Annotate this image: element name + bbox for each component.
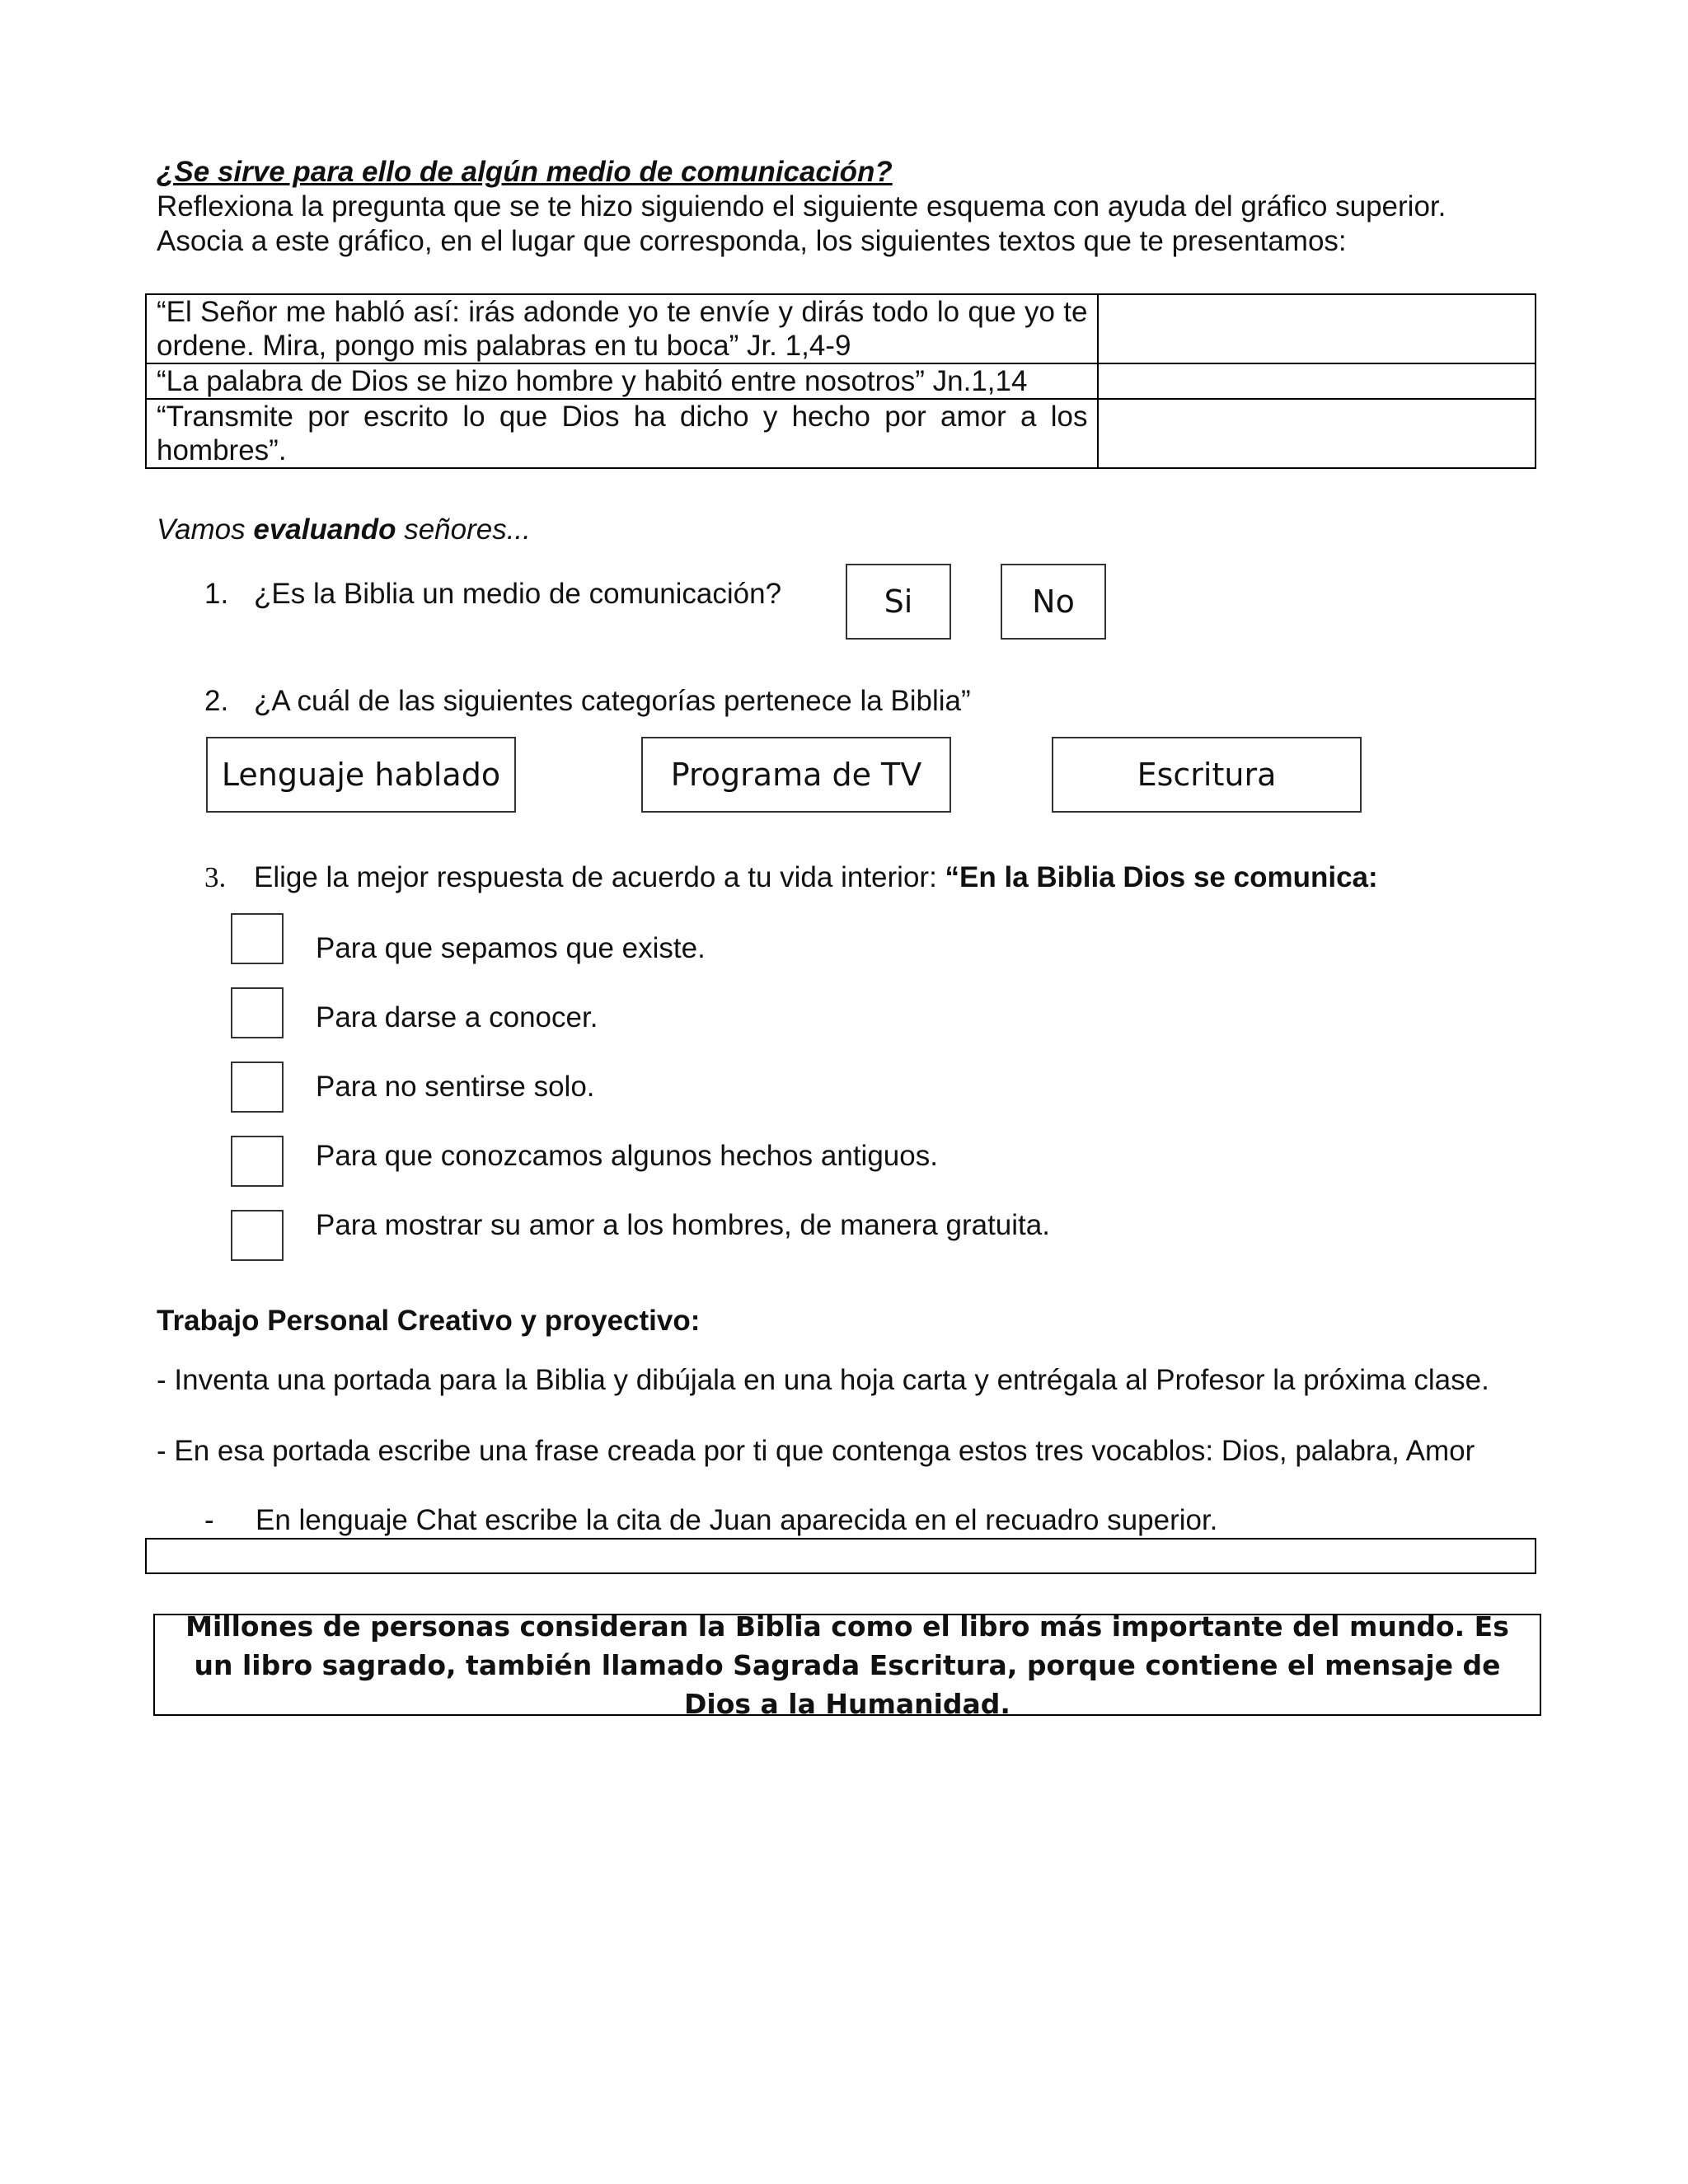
- checkbox[interactable]: [231, 1136, 284, 1187]
- answer-cell[interactable]: [1098, 399, 1536, 468]
- question-text: Elige la mejor respuesta de acuerdo a tu vida interior:: [254, 861, 945, 893]
- trabajo-item: - En esa portada escribe una frase creada por ti que contenga estos tres vocablos: Dios, palabra, Amor: [157, 1435, 1475, 1467]
- footer-note: [153, 1610, 1541, 1720]
- trabajo-item: - Inventa una portada para la Biblia y dibújala en una hoja carta y entrégala al Profesor la próxima clase.: [157, 1364, 1489, 1396]
- answer-cell[interactable]: [1098, 363, 1536, 399]
- intro-text: [157, 190, 1446, 259]
- matching-table: [145, 293, 1536, 469]
- question-number: 2.: [204, 685, 229, 717]
- bullet-text: En lenguaje Chat escribe la cita de Juan aparecida en el recuadro superior.: [256, 1504, 1218, 1536]
- answer-option-lenguaje-hablado[interactable]: Lenguaje hablado: [206, 737, 516, 813]
- checkbox-label: Para no sentirse solo.: [316, 1071, 595, 1103]
- checkbox-label: Para mostrar su amor a los hombres, de manera gratuita.: [316, 1209, 1050, 1241]
- table-row: [146, 363, 1536, 399]
- footer-text: Millones de personas consideran la Biblia como el libro más importante del mundo. Es un libro sagrado, también llamado Sagrada Escritura, porque contiene el mensaje de Dios a la Humanidad.: [185, 1610, 1509, 1720]
- table-row: [146, 399, 1536, 468]
- question-3: [204, 859, 1378, 897]
- checkbox-label: Para que conozcamos algunos hechos antiguos.: [316, 1140, 938, 1172]
- checkbox[interactable]: [231, 913, 284, 964]
- question-number: 3.: [204, 861, 227, 893]
- eval-pre: Vamos: [157, 513, 254, 546]
- quote-cell: “La palabra de Dios se hizo hombre y habitó entre nosotros” Jn.1,14: [146, 363, 1098, 399]
- table-row: [146, 294, 1536, 363]
- quote-cell: “Transmite por escrito lo que Dios ha dicho y hecho por amor a los hombres”.: [146, 399, 1098, 468]
- question-bold-text: “En la Biblia Dios se comunica:: [945, 861, 1378, 893]
- answer-option-programa-tv[interactable]: Programa de TV: [641, 737, 951, 813]
- eval-bold: evaluando: [253, 513, 396, 546]
- checkbox-label: Para que sepamos que existe.: [316, 932, 706, 964]
- checkbox[interactable]: [231, 1062, 284, 1113]
- question-text: ¿A cuál de las siguientes categorías pertenece la Biblia”: [254, 685, 971, 717]
- intro-line: Reflexiona la pregunta que se te hizo siguiendo el siguiente esquema con ayuda del gráfico superior.: [157, 190, 1447, 223]
- bullet-dash: -: [204, 1504, 214, 1536]
- intro-line: Asocia a este gráfico, en el lugar que corresponda, los siguientes textos que te presentamos:: [157, 225, 1347, 257]
- question-number: 1.: [204, 578, 229, 610]
- answer-box[interactable]: [145, 1538, 1536, 1574]
- quote-cell: “El Señor me habló así: irás adonde yo te envíe y dirás todo lo que yo te ordene. Mira, pongo mis palabras en tu boca” Jr. 1,4-9: [146, 294, 1098, 363]
- answer-option-si[interactable]: Si: [846, 564, 951, 640]
- checkbox[interactable]: [231, 1210, 284, 1261]
- question-text: ¿Es la Biblia un medio de comunicación?: [254, 578, 782, 610]
- trabajo-title: Trabajo Personal Creativo y proyectivo:: [157, 1305, 701, 1337]
- question-1: [204, 575, 781, 613]
- trabajo-bullet: [204, 1503, 1217, 1538]
- answer-cell[interactable]: [1098, 294, 1536, 363]
- answer-option-no[interactable]: No: [1001, 564, 1106, 640]
- evaluation-intro: [157, 511, 531, 549]
- eval-post: señores...: [396, 513, 531, 546]
- answer-option-escritura[interactable]: Escritura: [1052, 737, 1362, 813]
- question-2: [204, 682, 971, 720]
- checkbox-label: Para darse a conocer.: [316, 1001, 598, 1033]
- checkbox[interactable]: [231, 987, 284, 1038]
- section-heading: ¿Se sirve para ello de algún medio de comunicación?: [157, 156, 893, 188]
